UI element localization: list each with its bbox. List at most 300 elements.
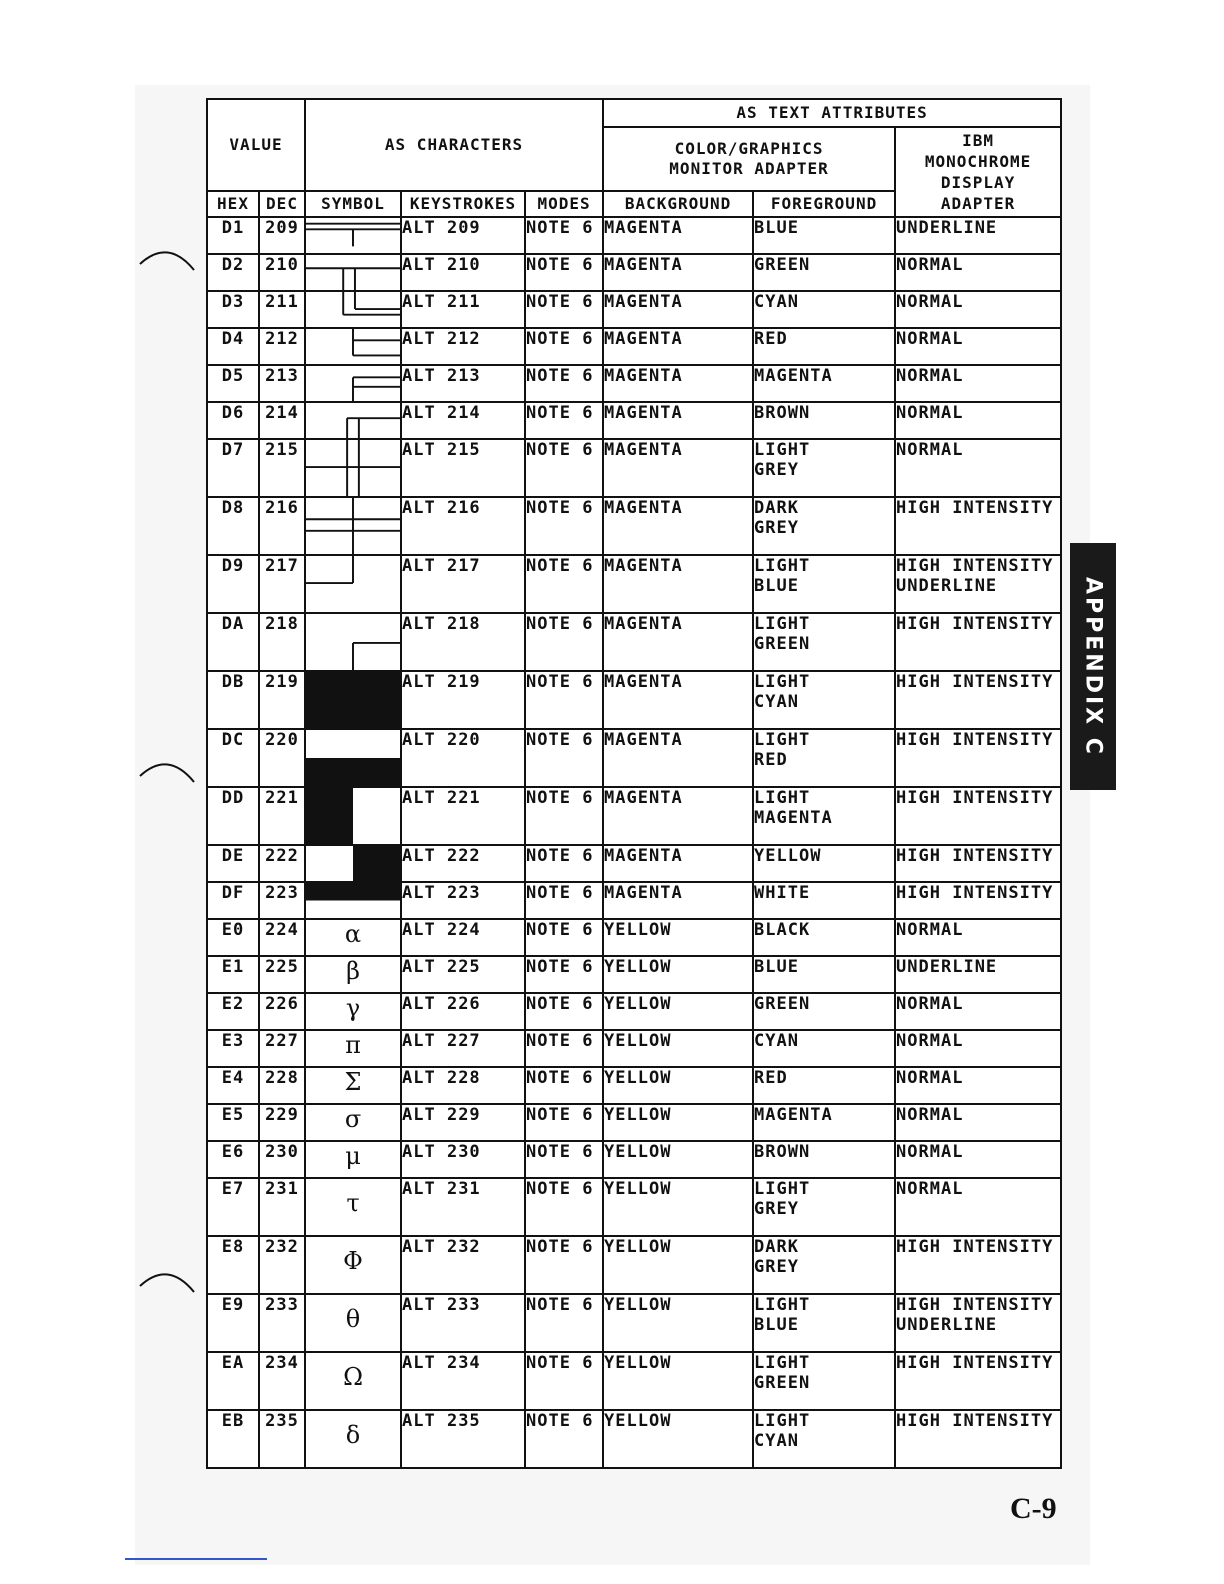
cell-foreground: RED <box>753 328 895 365</box>
cell-foreground: BLUE <box>753 217 895 254</box>
cell-modes: NOTE 6 <box>525 882 603 919</box>
header-color-graphics: COLOR/GRAPHICS MONITOR ADAPTER <box>603 127 895 191</box>
cell-symbol <box>305 254 401 291</box>
cell-dec: 212 <box>259 328 305 365</box>
block-symbol <box>306 730 400 786</box>
cell-hex: D7 <box>207 439 259 497</box>
cell-symbol <box>305 217 401 254</box>
cell-background: MAGENTA <box>603 365 753 402</box>
table-row <box>207 1294 1061 1352</box>
cell-background: MAGENTA <box>603 613 753 671</box>
cell-hex: EB <box>207 1410 259 1468</box>
cell-background: YELLOW <box>603 1141 753 1178</box>
cell-background: MAGENTA <box>603 729 753 787</box>
cell-foreground: LIGHT BLUE <box>753 1294 895 1352</box>
cell-modes: NOTE 6 <box>525 729 603 787</box>
cell-symbol <box>305 439 401 497</box>
cell-foreground: LIGHT CYAN <box>753 1410 895 1468</box>
cell-background: MAGENTA <box>603 497 753 555</box>
cell-monochrome: HIGH INTENSITY <box>895 497 1061 555</box>
cell-foreground: LIGHT RED <box>753 729 895 787</box>
cell-monochrome: HIGH INTENSITY <box>895 882 1061 919</box>
table-row <box>207 1141 1061 1178</box>
glyph-symbol: α <box>344 920 362 948</box>
glyph-wrap <box>306 1031 400 1066</box>
cell-dec: 231 <box>259 1178 305 1236</box>
cell-background: MAGENTA <box>603 671 753 729</box>
block-symbol <box>306 846 400 881</box>
cell-hex: DC <box>207 729 259 787</box>
cell-dec: 229 <box>259 1104 305 1141</box>
header-foreground: FOREGROUND <box>753 191 895 217</box>
cell-modes: NOTE 6 <box>525 787 603 845</box>
glyph-symbol: σ <box>344 1105 362 1133</box>
cell-hex: D2 <box>207 254 259 291</box>
cell-keystrokes: ALT 212 <box>401 328 525 365</box>
cell-symbol <box>305 671 401 729</box>
cell-background: MAGENTA <box>603 845 753 882</box>
cell-keystrokes: ALT 229 <box>401 1104 525 1141</box>
cell-hex: EA <box>207 1352 259 1410</box>
cell-keystrokes: ALT 211 <box>401 291 525 328</box>
cell-symbol <box>305 919 401 956</box>
cell-modes: NOTE 6 <box>525 919 603 956</box>
table-row <box>207 217 1061 254</box>
cell-keystrokes: ALT 233 <box>401 1294 525 1352</box>
cell-symbol <box>305 1030 401 1067</box>
glyph-symbol: μ <box>345 1142 361 1170</box>
cell-hex: DE <box>207 845 259 882</box>
cell-keystrokes: ALT 220 <box>401 729 525 787</box>
cell-monochrome: NORMAL <box>895 402 1061 439</box>
cell-background: YELLOW <box>603 1236 753 1294</box>
table-row <box>207 919 1061 956</box>
cell-foreground: DARK GREY <box>753 497 895 555</box>
cell-background: YELLOW <box>603 1352 753 1410</box>
cell-keystrokes: ALT 209 <box>401 217 525 254</box>
cell-symbol <box>305 1352 401 1410</box>
cell-foreground: RED <box>753 1067 895 1104</box>
scan-underline <box>125 1558 267 1560</box>
cell-keystrokes: ALT 228 <box>401 1067 525 1104</box>
cell-monochrome: NORMAL <box>895 919 1061 956</box>
box-drawing-symbol <box>306 255 400 290</box>
cell-foreground: BROWN <box>753 402 895 439</box>
cell-keystrokes: ALT 227 <box>401 1030 525 1067</box>
cell-symbol <box>305 613 401 671</box>
cell-background: YELLOW <box>603 1410 753 1468</box>
cell-monochrome: NORMAL <box>895 1067 1061 1104</box>
cell-hex: E7 <box>207 1178 259 1236</box>
cell-dec: 218 <box>259 613 305 671</box>
cell-monochrome: NORMAL <box>895 291 1061 328</box>
cell-keystrokes: ALT 216 <box>401 497 525 555</box>
block-symbol <box>306 788 400 844</box>
cell-foreground: DARK GREY <box>753 1236 895 1294</box>
cell-symbol <box>305 402 401 439</box>
glyph-symbol: Ω <box>343 1363 363 1391</box>
cell-hex: DA <box>207 613 259 671</box>
cell-keystrokes: ALT 210 <box>401 254 525 291</box>
cell-keystrokes: ALT 234 <box>401 1352 525 1410</box>
cell-hex: D4 <box>207 328 259 365</box>
cell-foreground: LIGHT GREY <box>753 439 895 497</box>
cell-monochrome: HIGH INTENSITY <box>895 671 1061 729</box>
cell-keystrokes: ALT 235 <box>401 1410 525 1468</box>
cell-background: YELLOW <box>603 1030 753 1067</box>
cell-keystrokes: ALT 224 <box>401 919 525 956</box>
table-row <box>207 671 1061 729</box>
header-hex: HEX <box>207 191 259 217</box>
table-row <box>207 365 1061 402</box>
cell-monochrome: HIGH INTENSITY UNDERLINE <box>895 555 1061 613</box>
box-drawing-symbol <box>306 218 400 253</box>
cell-modes: NOTE 6 <box>525 402 603 439</box>
cell-hex: E8 <box>207 1236 259 1294</box>
cell-modes: NOTE 6 <box>525 555 603 613</box>
table-row <box>207 1104 1061 1141</box>
cell-foreground: CYAN <box>753 1030 895 1067</box>
cell-keystrokes: ALT 223 <box>401 882 525 919</box>
cell-background: YELLOW <box>603 1178 753 1236</box>
cell-keystrokes: ALT 225 <box>401 956 525 993</box>
cell-keystrokes: ALT 230 <box>401 1141 525 1178</box>
cell-background: YELLOW <box>603 1294 753 1352</box>
cell-background: MAGENTA <box>603 439 753 497</box>
block-symbol <box>306 883 400 918</box>
cell-foreground: LIGHT GREY <box>753 1178 895 1236</box>
appendix-tab-label: APPENDIX C <box>1080 576 1106 757</box>
cell-hex: D3 <box>207 291 259 328</box>
cell-keystrokes: ALT 232 <box>401 1236 525 1294</box>
cell-modes: NOTE 6 <box>525 1030 603 1067</box>
cell-dec: 217 <box>259 555 305 613</box>
box-drawing-symbol <box>306 366 400 401</box>
glyph-symbol: τ <box>346 1189 360 1217</box>
cell-symbol <box>305 497 401 555</box>
glyph-wrap <box>306 1353 400 1409</box>
page-number: C-9 <box>1010 1492 1057 1525</box>
cell-symbol <box>305 956 401 993</box>
cell-dec: 235 <box>259 1410 305 1468</box>
cell-modes: NOTE 6 <box>525 1178 603 1236</box>
cell-modes: NOTE 6 <box>525 613 603 671</box>
glyph-wrap <box>306 1295 400 1351</box>
cell-foreground: LIGHT CYAN <box>753 671 895 729</box>
cell-hex: E3 <box>207 1030 259 1067</box>
cell-keystrokes: ALT 226 <box>401 993 525 1030</box>
cell-foreground: LIGHT BLUE <box>753 555 895 613</box>
cell-dec: 216 <box>259 497 305 555</box>
cell-symbol <box>305 787 401 845</box>
glyph-wrap <box>306 920 400 955</box>
binder-hole-mark <box>138 240 196 280</box>
cell-background: MAGENTA <box>603 402 753 439</box>
cell-foreground: LIGHT MAGENTA <box>753 787 895 845</box>
cell-dec: 226 <box>259 993 305 1030</box>
header-as-text-attributes: AS TEXT ATTRIBUTES <box>603 99 1061 127</box>
glyph-symbol: γ <box>345 994 361 1022</box>
cell-modes: NOTE 6 <box>525 254 603 291</box>
table-row <box>207 1178 1061 1236</box>
header-value: VALUE <box>207 99 305 191</box>
table-row <box>207 402 1061 439</box>
binder-hole-mark <box>138 752 196 792</box>
cell-symbol <box>305 845 401 882</box>
glyph-symbol: π <box>345 1031 361 1059</box>
cell-monochrome: NORMAL <box>895 439 1061 497</box>
cell-background: MAGENTA <box>603 217 753 254</box>
cell-modes: NOTE 6 <box>525 497 603 555</box>
cell-dec: 214 <box>259 402 305 439</box>
cell-symbol <box>305 729 401 787</box>
cell-monochrome: NORMAL <box>895 328 1061 365</box>
cell-dec: 219 <box>259 671 305 729</box>
cell-monochrome: NORMAL <box>895 1178 1061 1236</box>
table-row <box>207 613 1061 671</box>
cell-dec: 230 <box>259 1141 305 1178</box>
cell-monochrome: NORMAL <box>895 993 1061 1030</box>
cell-modes: NOTE 6 <box>525 439 603 497</box>
cell-hex: D5 <box>207 365 259 402</box>
cell-keystrokes: ALT 217 <box>401 555 525 613</box>
cell-dec: 228 <box>259 1067 305 1104</box>
box-drawing-symbol <box>306 403 400 438</box>
cell-hex: E9 <box>207 1294 259 1352</box>
cell-keystrokes: ALT 231 <box>401 1178 525 1236</box>
cell-background: YELLOW <box>603 993 753 1030</box>
table-row <box>207 328 1061 365</box>
table-row <box>207 439 1061 497</box>
cell-symbol <box>305 291 401 328</box>
cell-foreground: CYAN <box>753 291 895 328</box>
cell-modes: NOTE 6 <box>525 1104 603 1141</box>
cell-background: YELLOW <box>603 1067 753 1104</box>
cell-monochrome: NORMAL <box>895 365 1061 402</box>
table-row <box>207 1236 1061 1294</box>
cell-modes: NOTE 6 <box>525 671 603 729</box>
cell-dec: 211 <box>259 291 305 328</box>
cell-symbol <box>305 1236 401 1294</box>
cell-monochrome: NORMAL <box>895 254 1061 291</box>
table-row <box>207 993 1061 1030</box>
cell-dec: 210 <box>259 254 305 291</box>
cell-foreground: GREEN <box>753 254 895 291</box>
cell-keystrokes: ALT 222 <box>401 845 525 882</box>
header-modes: MODES <box>525 191 603 217</box>
cell-monochrome: HIGH INTENSITY <box>895 613 1061 671</box>
cell-foreground: WHITE <box>753 882 895 919</box>
cell-hex: E1 <box>207 956 259 993</box>
cell-modes: NOTE 6 <box>525 956 603 993</box>
cell-monochrome: HIGH INTENSITY <box>895 1352 1061 1410</box>
header-as-characters: AS CHARACTERS <box>305 99 603 191</box>
cell-foreground: MAGENTA <box>753 1104 895 1141</box>
cell-hex: D1 <box>207 217 259 254</box>
table-row <box>207 882 1061 919</box>
cell-dec: 224 <box>259 919 305 956</box>
cell-symbol <box>305 882 401 919</box>
cell-modes: NOTE 6 <box>525 993 603 1030</box>
cell-background: YELLOW <box>603 919 753 956</box>
cell-dec: 209 <box>259 217 305 254</box>
table-row <box>207 956 1061 993</box>
table-row <box>207 787 1061 845</box>
cell-keystrokes: ALT 221 <box>401 787 525 845</box>
cell-background: MAGENTA <box>603 882 753 919</box>
cell-monochrome: NORMAL <box>895 1141 1061 1178</box>
glyph-symbol: Φ <box>343 1247 363 1275</box>
glyph-symbol: β <box>346 957 360 985</box>
cell-background: MAGENTA <box>603 328 753 365</box>
cell-symbol <box>305 993 401 1030</box>
box-drawing-symbol <box>306 292 400 327</box>
table-row <box>207 1352 1061 1410</box>
cell-foreground: LIGHT GREEN <box>753 613 895 671</box>
cell-monochrome: HIGH INTENSITY UNDERLINE <box>895 1294 1061 1352</box>
cell-background: MAGENTA <box>603 555 753 613</box>
header-background: BACKGROUND <box>603 191 753 217</box>
cell-dec: 222 <box>259 845 305 882</box>
cell-monochrome: HIGH INTENSITY <box>895 1410 1061 1468</box>
table-row <box>207 729 1061 787</box>
cell-hex: D9 <box>207 555 259 613</box>
cell-monochrome: NORMAL <box>895 1030 1061 1067</box>
cell-modes: NOTE 6 <box>525 1067 603 1104</box>
cell-foreground: BLACK <box>753 919 895 956</box>
cell-symbol <box>305 1067 401 1104</box>
header-dec: DEC <box>259 191 305 217</box>
cell-dec: 234 <box>259 1352 305 1410</box>
cell-monochrome: UNDERLINE <box>895 956 1061 993</box>
cell-dec: 233 <box>259 1294 305 1352</box>
cell-background: YELLOW <box>603 1104 753 1141</box>
box-drawing-symbol <box>306 329 400 364</box>
cell-symbol <box>305 1141 401 1178</box>
glyph-symbol: δ <box>345 1421 361 1449</box>
cell-dec: 225 <box>259 956 305 993</box>
appendix-tab <box>1070 543 1116 790</box>
box-drawing-symbol <box>306 440 400 496</box>
cell-hex: D8 <box>207 497 259 555</box>
glyph-symbol: Σ <box>344 1068 362 1096</box>
character-attribute-table <box>206 98 1062 1469</box>
table-row <box>207 254 1061 291</box>
cell-symbol <box>305 1294 401 1352</box>
cell-monochrome: HIGH INTENSITY <box>895 845 1061 882</box>
cell-modes: NOTE 6 <box>525 1294 603 1352</box>
cell-keystrokes: ALT 218 <box>401 613 525 671</box>
table-row <box>207 497 1061 555</box>
cell-modes: NOTE 6 <box>525 1410 603 1468</box>
glyph-wrap <box>306 1179 400 1235</box>
cell-foreground: BLUE <box>753 956 895 993</box>
cell-dec: 213 <box>259 365 305 402</box>
table-row <box>207 845 1061 882</box>
cell-symbol <box>305 328 401 365</box>
header-symbol: SYMBOL <box>305 191 401 217</box>
glyph-wrap <box>306 1105 400 1140</box>
cell-background: MAGENTA <box>603 787 753 845</box>
glyph-wrap <box>306 957 400 992</box>
cell-hex: D6 <box>207 402 259 439</box>
cell-monochrome: HIGH INTENSITY <box>895 1236 1061 1294</box>
cell-modes: NOTE 6 <box>525 328 603 365</box>
table-row <box>207 291 1061 328</box>
cell-symbol <box>305 1410 401 1468</box>
cell-modes: NOTE 6 <box>525 1236 603 1294</box>
glyph-wrap <box>306 1142 400 1177</box>
cell-hex: E6 <box>207 1141 259 1178</box>
table-row <box>207 555 1061 613</box>
cell-background: MAGENTA <box>603 254 753 291</box>
cell-modes: NOTE 6 <box>525 217 603 254</box>
cell-dec: 227 <box>259 1030 305 1067</box>
cell-modes: NOTE 6 <box>525 291 603 328</box>
cell-dec: 221 <box>259 787 305 845</box>
cell-modes: NOTE 6 <box>525 845 603 882</box>
binder-hole-mark <box>138 1262 196 1302</box>
cell-background: YELLOW <box>603 956 753 993</box>
cell-hex: E2 <box>207 993 259 1030</box>
cell-dec: 232 <box>259 1236 305 1294</box>
cell-symbol <box>305 1178 401 1236</box>
table-row <box>207 1410 1061 1468</box>
cell-hex: E0 <box>207 919 259 956</box>
table-row <box>207 1030 1061 1067</box>
cell-keystrokes: ALT 214 <box>401 402 525 439</box>
cell-hex: E5 <box>207 1104 259 1141</box>
cell-dec: 223 <box>259 882 305 919</box>
cell-modes: NOTE 6 <box>525 365 603 402</box>
box-drawing-symbol <box>306 498 400 554</box>
cell-monochrome: NORMAL <box>895 1104 1061 1141</box>
cell-hex: E4 <box>207 1067 259 1104</box>
glyph-wrap <box>306 1411 400 1467</box>
table-row <box>207 1067 1061 1104</box>
glyph-wrap <box>306 994 400 1029</box>
cell-foreground: GREEN <box>753 993 895 1030</box>
cell-foreground: MAGENTA <box>753 365 895 402</box>
cell-keystrokes: ALT 213 <box>401 365 525 402</box>
header-ibm-monochrome: IBM MONOCHROME DISPLAY ADAPTER <box>895 127 1061 217</box>
cell-monochrome: UNDERLINE <box>895 217 1061 254</box>
glyph-wrap <box>306 1237 400 1293</box>
header-keystrokes: KEYSTROKES <box>401 191 525 217</box>
cell-modes: NOTE 6 <box>525 1352 603 1410</box>
cell-monochrome: HIGH INTENSITY <box>895 787 1061 845</box>
cell-modes: NOTE 6 <box>525 1141 603 1178</box>
cell-foreground: LIGHT GREEN <box>753 1352 895 1410</box>
cell-hex: DF <box>207 882 259 919</box>
box-drawing-symbol <box>306 556 400 612</box>
cell-dec: 215 <box>259 439 305 497</box>
cell-keystrokes: ALT 219 <box>401 671 525 729</box>
glyph-symbol: θ <box>345 1305 361 1333</box>
cell-symbol <box>305 555 401 613</box>
block-symbol <box>306 672 400 728</box>
cell-background: MAGENTA <box>603 291 753 328</box>
cell-monochrome: HIGH INTENSITY <box>895 729 1061 787</box>
cell-hex: DB <box>207 671 259 729</box>
glyph-wrap <box>306 1068 400 1103</box>
cell-symbol <box>305 365 401 402</box>
cell-foreground: YELLOW <box>753 845 895 882</box>
cell-hex: DD <box>207 787 259 845</box>
box-drawing-symbol <box>306 614 400 670</box>
cell-symbol <box>305 1104 401 1141</box>
cell-dec: 220 <box>259 729 305 787</box>
